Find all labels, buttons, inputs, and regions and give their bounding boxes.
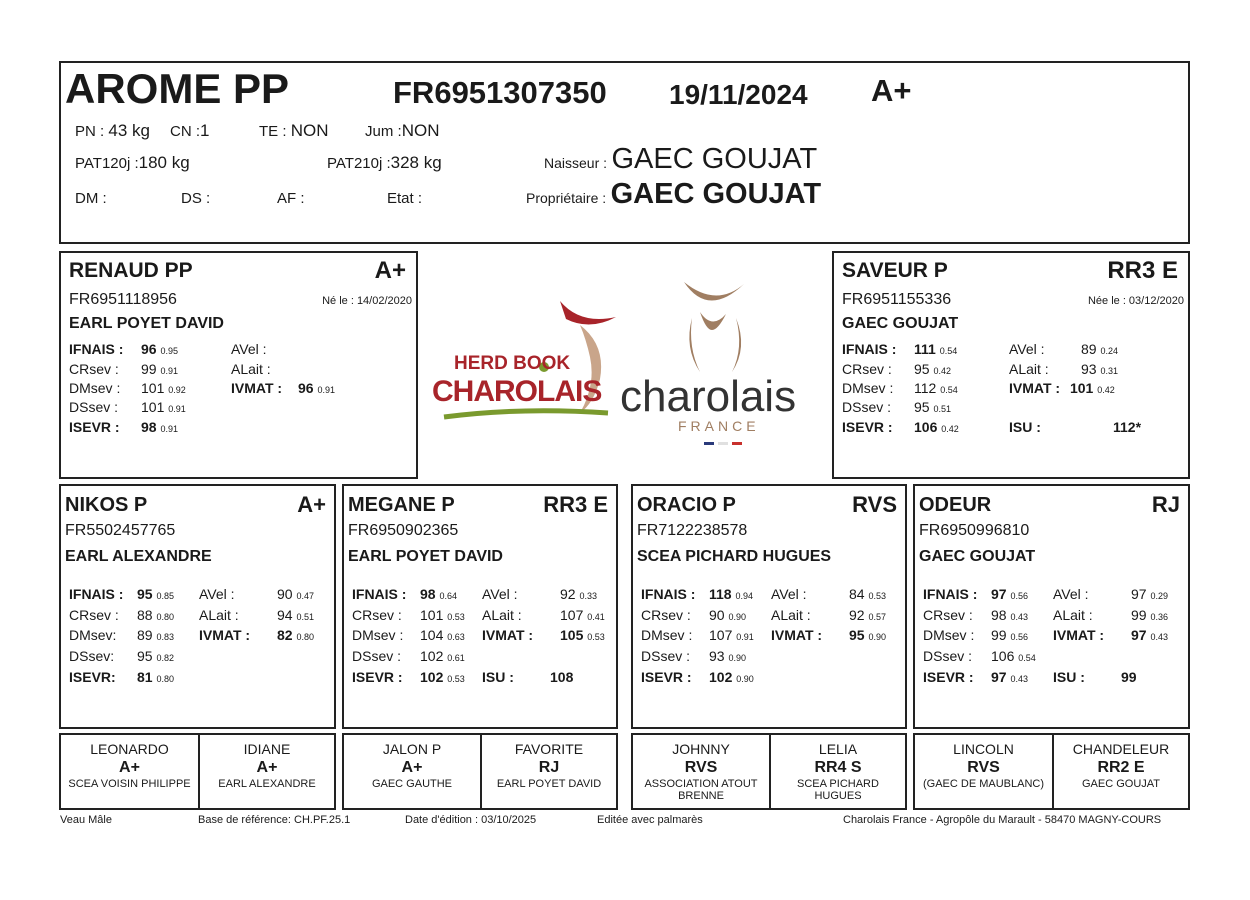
sire-ivmat: IVMAT : 96 0.91 <box>231 380 335 396</box>
ggp-qual: RR4 S <box>814 759 862 776</box>
sire-avel: AVel : <box>231 341 267 357</box>
gp-name: ODEUR <box>919 494 992 516</box>
hb-line1: HERD BOOK <box>454 353 571 374</box>
sire-reg: FR6951118956 <box>69 291 177 308</box>
gp-avel: AVel : 84 0.53 <box>771 586 886 602</box>
sire-qual: A+ <box>374 257 406 284</box>
gp-dssev: DSsev : 106 0.54 <box>923 648 1036 664</box>
gp-dssev: DSsev : 93 0.90 <box>641 648 746 664</box>
pn-field: PN : 43 kg <box>75 121 150 140</box>
gp-owner: EARL POYET DAVID <box>348 548 503 565</box>
ggp-owner: EARL ALEXANDRE <box>218 778 316 790</box>
sire-owner: EARL POYET DAVID <box>69 315 224 332</box>
ggp-pair-box <box>342 733 618 810</box>
gp-ifnais: IFNAIS : 97 0.56 <box>923 586 1028 602</box>
footer-base: Base de référence: CH.PF.25.1 <box>198 814 351 826</box>
ggp-name: JALON P <box>382 741 442 757</box>
dam-isevr: ISEVR : 106 0.42 <box>842 419 959 435</box>
naisseur-field: Naisseur : GAEC GOUJAT <box>544 143 818 175</box>
gp-isu: ISU : 108 <box>482 669 574 685</box>
gp-alait: ALait : 99 0.36 <box>1053 607 1168 623</box>
footer-sex: Veau Mâle <box>60 814 112 826</box>
gp-avel: AVel : 90 0.47 <box>199 586 314 602</box>
ggp-pair-box <box>631 733 907 810</box>
gp-reg: FR6950902365 <box>348 522 459 539</box>
ggp-qual: RVS <box>967 759 1000 776</box>
dam-born: Née le : 03/12/2020 <box>1087 295 1184 307</box>
ggp-cell <box>769 735 905 808</box>
charolais-france-logo <box>618 278 828 450</box>
animal-name: AROME PP <box>65 65 290 112</box>
gp-owner: EARL ALEXANDRE <box>65 548 212 565</box>
ggp-cell <box>915 735 1052 808</box>
ggp-name: LELIA <box>818 741 858 757</box>
ggp-name: CHANDELEUR <box>1072 741 1170 757</box>
ggp-cell <box>61 735 198 808</box>
ggp-owner: SCEA PICHARD HUGUES <box>797 778 879 802</box>
gp-avel: AVel : 97 0.29 <box>1053 586 1168 602</box>
gp-ivmat: IVMAT : 95 0.90 <box>771 627 886 643</box>
gp-dmsev: DMsev : 104 0.63 <box>352 627 465 643</box>
ggp-pair-box <box>913 733 1190 810</box>
gp-crsev: CRsev : 98 0.43 <box>923 607 1028 623</box>
gp-isevr: ISEVR : 102 0.53 <box>352 669 465 685</box>
hb-line2: CHAROLAIS <box>432 375 602 408</box>
sire-dssev: DSsev : 101 0.91 <box>69 399 186 415</box>
sire-alait: ALait : <box>231 361 271 377</box>
cf-line2: FRANCE <box>678 418 760 434</box>
dam-avel: AVel : 89 0.24 <box>1009 341 1118 357</box>
gp-ifnais: IFNAIS : 98 0.64 <box>352 586 457 602</box>
gp-owner: SCEA PICHARD HUGUES <box>637 548 832 565</box>
ggp-owner: GAEC GOUJAT <box>1081 778 1161 790</box>
animal-qual: A+ <box>871 73 912 108</box>
ggp-owner: EARL POYET DAVID <box>496 778 602 790</box>
gp-isevr: ISEVR : 97 0.43 <box>923 669 1028 685</box>
etat-field: Etat : <box>387 190 423 207</box>
gp-alait: ALait : 107 0.41 <box>482 607 605 623</box>
gp-dmsev: DMsev : 99 0.56 <box>923 627 1028 643</box>
ggp-qual: RR2 E <box>1097 759 1145 776</box>
gp-isevr: ISEVR: 81 0.80 <box>69 669 174 685</box>
sire-name: RENAUD PP <box>69 259 193 282</box>
ggp-cell <box>198 735 334 808</box>
dam-qual: RR3 E <box>1107 257 1178 284</box>
ggp-pair-box <box>59 733 336 810</box>
dam-isu: ISU : 112* <box>1009 419 1142 435</box>
ggp-cell <box>1052 735 1188 808</box>
ggp-owner: ASSOCIATION ATOUT BRENNE <box>644 778 758 802</box>
sire-crsev: CRsev : 99 0.91 <box>69 361 178 377</box>
dam-owner: GAEC GOUJAT <box>842 315 959 332</box>
te-field: TE : NON <box>259 121 329 140</box>
sire-isevr: ISEVR : 98 0.91 <box>69 419 178 435</box>
gp-crsev: CRsev : 101 0.53 <box>352 607 465 623</box>
gp-crsev: CRsev : 90 0.90 <box>641 607 746 623</box>
gp-name: NIKOS P <box>65 494 148 516</box>
grandparent-box <box>59 484 336 729</box>
dam-name: SAVEUR P <box>842 259 948 282</box>
gp-dssev: DSsev: 95 0.82 <box>69 648 174 664</box>
gp-crsev: CRsev : 88 0.80 <box>69 607 174 623</box>
gp-ifnais: IFNAIS : 95 0.85 <box>69 586 174 602</box>
gp-qual: RR3 E <box>543 492 608 517</box>
ggp-qual: RJ <box>538 759 560 776</box>
dam-ivmat: IVMAT : 101 0.42 <box>1009 380 1115 396</box>
gp-reg: FR5502457765 <box>65 522 176 539</box>
ggp-owner: SCEA VOISIN PHILIPPE <box>68 778 191 790</box>
ggp-cell <box>344 735 480 808</box>
footer-org: Charolais France - Agropôle du Marault - 58470 MAGNY-COURS <box>843 814 1162 826</box>
ds-field: DS : <box>181 190 211 207</box>
ggp-cell <box>633 735 769 808</box>
dam-ifnais: IFNAIS : 111 0.54 <box>842 341 958 357</box>
ggp-name: LEONARDO <box>90 741 169 757</box>
ggp-owner: (GAEC DE MAUBLANC) <box>922 778 1045 790</box>
dam-crsev: CRsev : 95 0.42 <box>842 361 951 377</box>
gp-avel: AVel : 92 0.33 <box>482 586 597 602</box>
dam-alait: ALait : 93 0.31 <box>1009 361 1118 377</box>
ggp-qual: A+ <box>401 759 423 776</box>
jum-field: Jum :NON <box>365 121 440 140</box>
gp-qual: RVS <box>852 492 897 517</box>
cn-field: CN :1 <box>170 121 210 140</box>
af-field: AF : <box>277 190 305 207</box>
gp-qual: A+ <box>297 492 326 517</box>
sire-box <box>59 251 418 479</box>
gp-alait: ALait : 94 0.51 <box>199 607 314 623</box>
gp-owner: GAEC GOUJAT <box>919 548 1036 565</box>
dam-dmsev: DMsev : 112 0.54 <box>842 380 958 396</box>
pat210-field: PAT210j :328 kg <box>327 153 442 172</box>
gp-ifnais: IFNAIS : 118 0.94 <box>641 586 754 602</box>
proprietaire-field: Propriétaire : GAEC GOUJAT <box>526 178 822 210</box>
gp-name: MEGANE P <box>348 494 455 516</box>
grandparent-box <box>631 484 907 729</box>
animal-reg: FR6951307350 <box>393 75 607 110</box>
ggp-cell <box>480 735 616 808</box>
cf-line1: charolais <box>620 372 797 421</box>
animal-date: 19/11/2024 <box>669 79 808 110</box>
gp-reg: FR6950996810 <box>919 522 1030 539</box>
gp-alait: ALait : 92 0.57 <box>771 607 886 623</box>
footer-palmares: Editée avec palmarès <box>597 814 703 826</box>
ggp-name: IDIANE <box>243 741 291 757</box>
ggp-owner: GAEC GAUTHE <box>371 778 453 790</box>
ggp-qual: A+ <box>119 759 140 776</box>
gp-reg: FR7122238578 <box>637 522 748 539</box>
animal-header <box>59 61 1190 244</box>
gp-name: ORACIO P <box>637 494 736 516</box>
pat120-field: PAT120j :180 kg <box>75 153 190 172</box>
dam-box <box>832 251 1190 479</box>
gp-dssev: DSsev : 102 0.61 <box>352 648 465 664</box>
ggp-qual: A+ <box>256 759 278 776</box>
ggp-name: LINCOLN <box>953 741 1014 757</box>
grandparent-box <box>913 484 1190 729</box>
herd-book-logo <box>430 295 620 425</box>
sire-dmsev: DMsev : 101 0.92 <box>69 380 186 396</box>
ggp-name: JOHNNY <box>672 741 730 757</box>
gp-ivmat: IVMAT : 82 0.80 <box>199 627 314 643</box>
gp-isu: ISU : 99 <box>1053 669 1137 685</box>
ggp-qual: RVS <box>684 759 718 776</box>
dm-field: DM : <box>75 190 107 207</box>
gp-ivmat: IVMAT : 105 0.53 <box>482 627 605 643</box>
gp-isevr: ISEVR : 102 0.90 <box>641 669 754 685</box>
grandparent-box <box>342 484 618 729</box>
gp-dmsev: DMsev : 107 0.91 <box>641 627 754 643</box>
sire-born: Né le : 14/02/2020 <box>322 295 412 307</box>
gp-ivmat: IVMAT : 97 0.43 <box>1053 627 1168 643</box>
gp-qual: RJ <box>1151 492 1180 517</box>
dam-dssev: DSsev : 95 0.51 <box>842 399 951 415</box>
dam-reg: FR6951155336 <box>842 291 952 308</box>
sire-ifnais: IFNAIS : 96 0.95 <box>69 341 178 357</box>
footer-edition: Date d'édition : 03/10/2025 <box>405 814 537 826</box>
gp-dmsev: DMsev: 89 0.83 <box>69 627 174 643</box>
ggp-name: FAVORITE <box>514 741 584 757</box>
